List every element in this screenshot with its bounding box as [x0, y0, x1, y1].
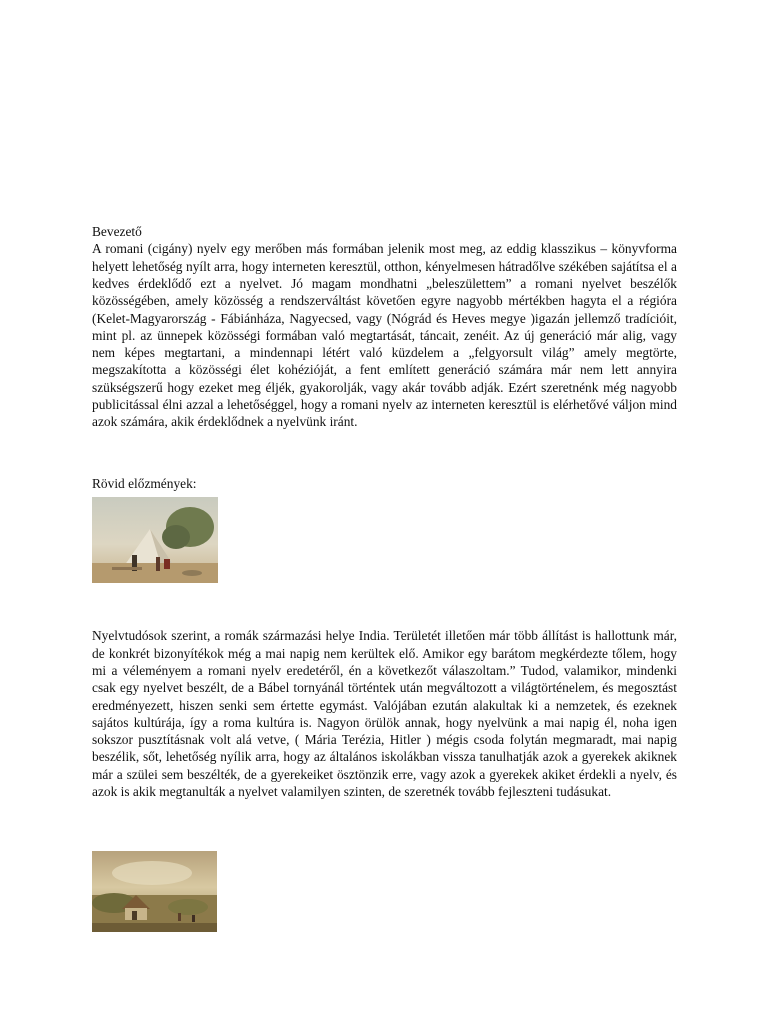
- section-heading-intro: Bevezető: [92, 224, 142, 240]
- roma-camp-painting: [92, 497, 218, 583]
- intro-paragraph: A romani (cigány) nyelv egy merőben más formában jelenik most meg, az eddig klasszikus – könyvforma helyett lehetőség nyílt arra, hogy interneten keresztül, otthon, kényelmesen hátradőlve székében sajátítsa el a kedves érdeklődő ezt a nyelvet. Jó magam mondhatni „beleszülettem” a romani nyelvet beszélők közösségében, amely közösség a rendszerváltást követően egyre nagyobb mértékben hagyta el a régióra (Kelet-Magyarország - Fábiánháza, Nagyecsed, vagy (Nógrád és Heves megye )igazán jellemző tradícióit, mint pl. az ünnepek közösségi formában való megtartását, táncait, zenéit. Az új generáció már alig, vagy nem képes megtartani, a mindennapi létért való küzdelem a „felgyorsult világ” amely megtörte, megszakította a közösségi élet kohézióját, a fent említett generáció számára már nem lett annyira szükségszerű hogy ezeket meg éljék, gyakorolják, vagy akár tovább adják. Ezért szeretnénk még nagyobb publicitással élni azzal a lehetőséggel, hogy a romani nyelv az interneten keresztül is elérhetővé váljon mind azok számára, akik érdeklődnek a nyelvünk iránt.: [92, 241, 677, 430]
- history-paragraph: Nyelvtudósok szerint, a romák származási helye India. Területét illetően már több állítást is hallottunk már, de konkrét bizonyítékok még a mai napig nem kerültek elő. Amikor egy barátom megkérdezte tőlem, hogy mi a véleményem a romani nyelv eredetéről, én a következőt válaszoltam.” Tudod, valamikor, mindenki csak egy nyelvet beszélt, de a Bábel tornyánál történtek után megváltozott a világtörténelem, és megosztást eredményezett, hiszen senki sem értette egymást. Valójában ezután alakultak ki a nemzetek, és ezeknek sajátos kultúrája, így a roma kultúra is. Nagyon örülök annak, hogy nyelvünk a mai napig él, noha igen sokszor pusztításnak volt alá vetve, ( Mária Terézia, Hitler ) mégis csoda folytán megmaradt, mai napig beszélik, sőt, lehetőség nyílik arra, hogy az általános iskolákban vissza tanulhatják azok a gyerekek akiknek már a szülei sem beszélték, de a gyerekeiket ösztönzik erre, vagy azok a gyerekek akiket érdekli a nyelv, és azok is akik megtanulták a nyelvet valamilyen szinten, de szeretnék tovább fejleszteni tudásukat.: [92, 628, 677, 800]
- section-heading-history: Rövid előzmények:: [92, 476, 197, 492]
- village-landscape-painting: [92, 851, 217, 932]
